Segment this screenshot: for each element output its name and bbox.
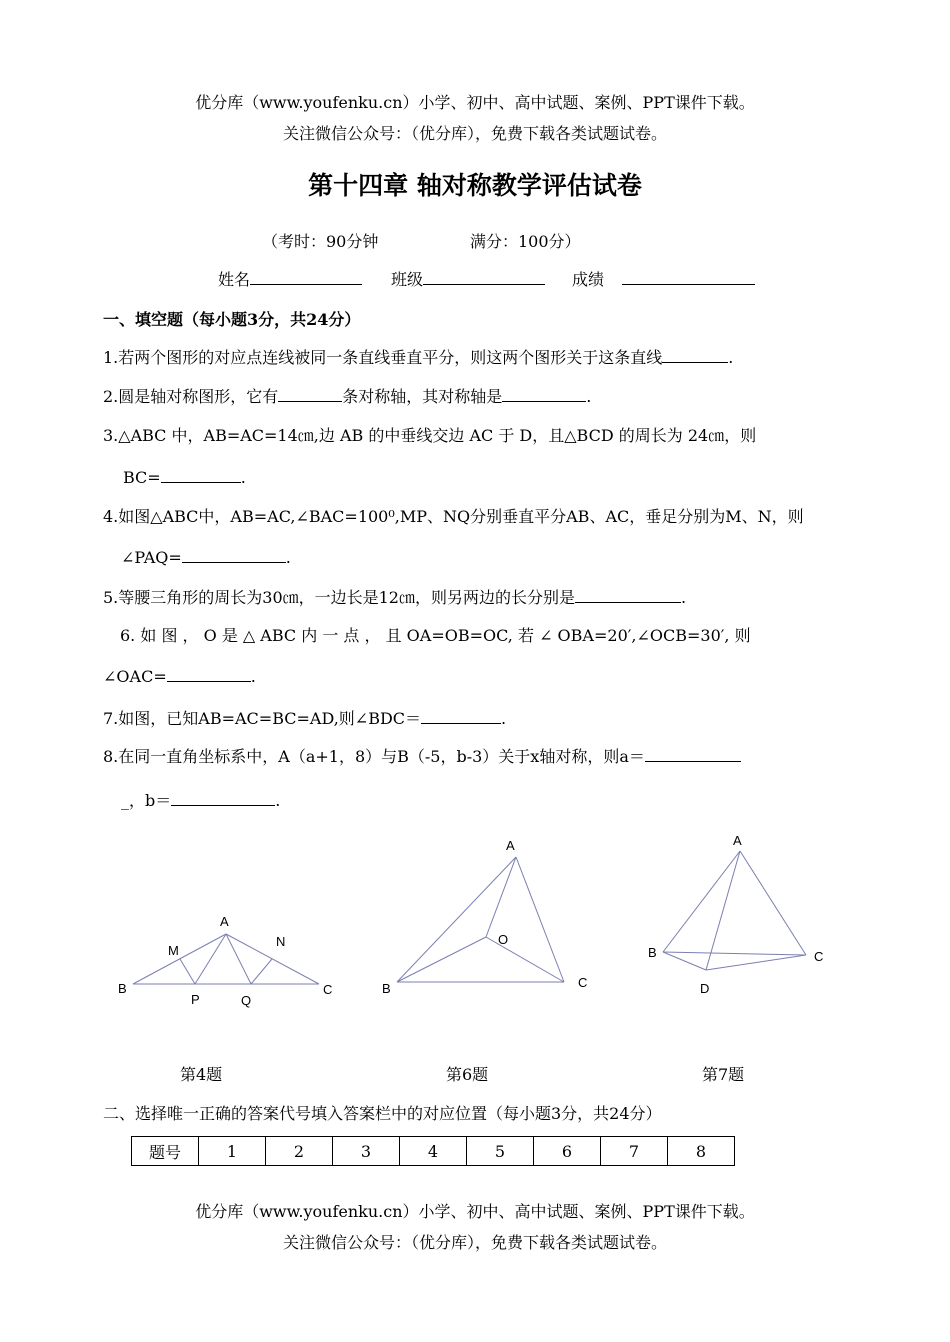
answer-col-2[interactable]: 2 bbox=[266, 1137, 333, 1166]
question-1-text: 1.若两个图形的对应点连线被同一条直线垂直平分，则这两个图形关于这条直线 bbox=[103, 348, 663, 367]
exam-score: 满分：100分） bbox=[470, 232, 581, 251]
footer-line-2: 关注微信公众号：（优分库），免费下载各类试题试卷。 bbox=[282, 1233, 667, 1252]
fig7-label-c: C bbox=[814, 949, 824, 964]
fig4-caption: 第4题 bbox=[180, 1065, 223, 1084]
answer-table-row bbox=[132, 1137, 735, 1166]
fig4-label-p: P bbox=[191, 992, 200, 1007]
question-8-text-b: _，b＝ bbox=[121, 791, 172, 810]
fig4-label-m: M bbox=[168, 943, 179, 958]
answer-col-1[interactable]: 1 bbox=[199, 1137, 266, 1166]
section-1-heading: 一、填空题（每小题3分，共24分） bbox=[103, 310, 361, 329]
class-label: 班级 bbox=[391, 270, 424, 289]
q1-end: . bbox=[728, 348, 734, 367]
footer-line-1: 优分库（www.youfenku.cn）小学、初中、高中试题、案例、PPT课件下载。 bbox=[195, 1202, 755, 1221]
question-7-text: 7.如图，已知AB=AC=BC=AD,则∠BDC＝ bbox=[103, 709, 422, 728]
fig7-label-b: B bbox=[648, 945, 657, 960]
header-line-2: 关注微信公众号：（优分库），免费下载各类试题试卷。 bbox=[282, 124, 667, 143]
fig6-label-b: B bbox=[382, 981, 391, 996]
question-6-text-a: 6. 如 图 ， O 是 △ ABC 内 一 点 ， 且 OA=OB=OC, 若 ∠ OBA=20′,∠OCB=30′, 则 bbox=[120, 626, 751, 645]
fig4-label-q: Q bbox=[241, 993, 252, 1008]
answer-col-5[interactable]: 5 bbox=[467, 1137, 534, 1166]
answer-col-6[interactable]: 6 bbox=[534, 1137, 601, 1166]
fig6-caption: 第6题 bbox=[446, 1065, 489, 1084]
answer-col-8[interactable]: 8 bbox=[668, 1137, 735, 1166]
grade-label: 成绩 bbox=[572, 270, 605, 289]
question-4-text-a: 4.如图△ABC中，AB=AC,∠BAC=100⁰,MP、NQ分别垂直平分AB、AC，垂足分别为M、N，则 bbox=[103, 507, 804, 526]
q8-end: . bbox=[275, 791, 281, 810]
fig4-label-a: A bbox=[220, 914, 229, 929]
question-2-text-b: 条对称轴，其对称轴是 bbox=[342, 387, 503, 406]
section-2-heading: 二、选择唯一正确的答案代号填入答案栏中的对应位置（每小题3分，共24分） bbox=[103, 1104, 662, 1123]
q7-end: . bbox=[501, 709, 507, 728]
fig6-label-c: C bbox=[578, 975, 588, 990]
q2-end: . bbox=[586, 387, 592, 406]
answer-col-3[interactable]: 3 bbox=[333, 1137, 400, 1166]
answer-col-4[interactable]: 4 bbox=[400, 1137, 467, 1166]
fig6-label-a: A bbox=[506, 838, 515, 853]
fig7-caption: 第7题 bbox=[702, 1065, 745, 1084]
answer-table-head: 题号 bbox=[132, 1137, 199, 1166]
question-5-text: 5.等腰三角形的周长为30㎝，一边长是12㎝，则另两边的长分别是 bbox=[103, 588, 575, 607]
fig4-label-c: C bbox=[323, 982, 333, 997]
question-3-text-a: 3.△ABC 中，AB=AC=14㎝,边 AB 的中垂线交边 AC 于 D，且△BCD 的周长为 24㎝，则 bbox=[103, 426, 757, 445]
fig4-label-n: N bbox=[276, 934, 286, 949]
answer-table bbox=[131, 1136, 735, 1166]
figure-4 bbox=[133, 934, 319, 984]
header-line-1: 优分库（www.youfenku.cn）小学、初中、高中试题、案例、PPT课件下载。 bbox=[195, 93, 755, 112]
question-8-text-a: 8.在同一直角坐标系中，A（a+1，8）与B（-5，b-3）关于x轴对称，则a＝ bbox=[103, 747, 645, 766]
q3-end: . bbox=[240, 468, 246, 487]
answer-col-7[interactable]: 7 bbox=[601, 1137, 668, 1166]
q6-end: . bbox=[250, 667, 256, 686]
page-title: 第十四章 轴对称教学评估试卷 bbox=[308, 171, 642, 200]
figure-7 bbox=[663, 851, 806, 970]
exam-time: （考时：90分钟 bbox=[262, 232, 379, 251]
figure-6 bbox=[397, 857, 564, 982]
fig7-label-a: A bbox=[733, 833, 742, 848]
fig7-label-d: D bbox=[700, 981, 710, 996]
q5-end: . bbox=[681, 588, 687, 607]
question-4-text-b: ∠PAQ= bbox=[121, 548, 182, 567]
fig4-label-b: B bbox=[118, 981, 127, 996]
name-label: 姓名 bbox=[218, 270, 251, 289]
q4-end: . bbox=[285, 548, 291, 567]
question-6-text-b: ∠OAC= bbox=[103, 667, 167, 686]
fig6-label-o: O bbox=[498, 932, 509, 947]
question-3-text-b: BC= bbox=[123, 468, 161, 487]
question-2-text-a: 2.圆是轴对称图形，它有 bbox=[103, 387, 279, 406]
